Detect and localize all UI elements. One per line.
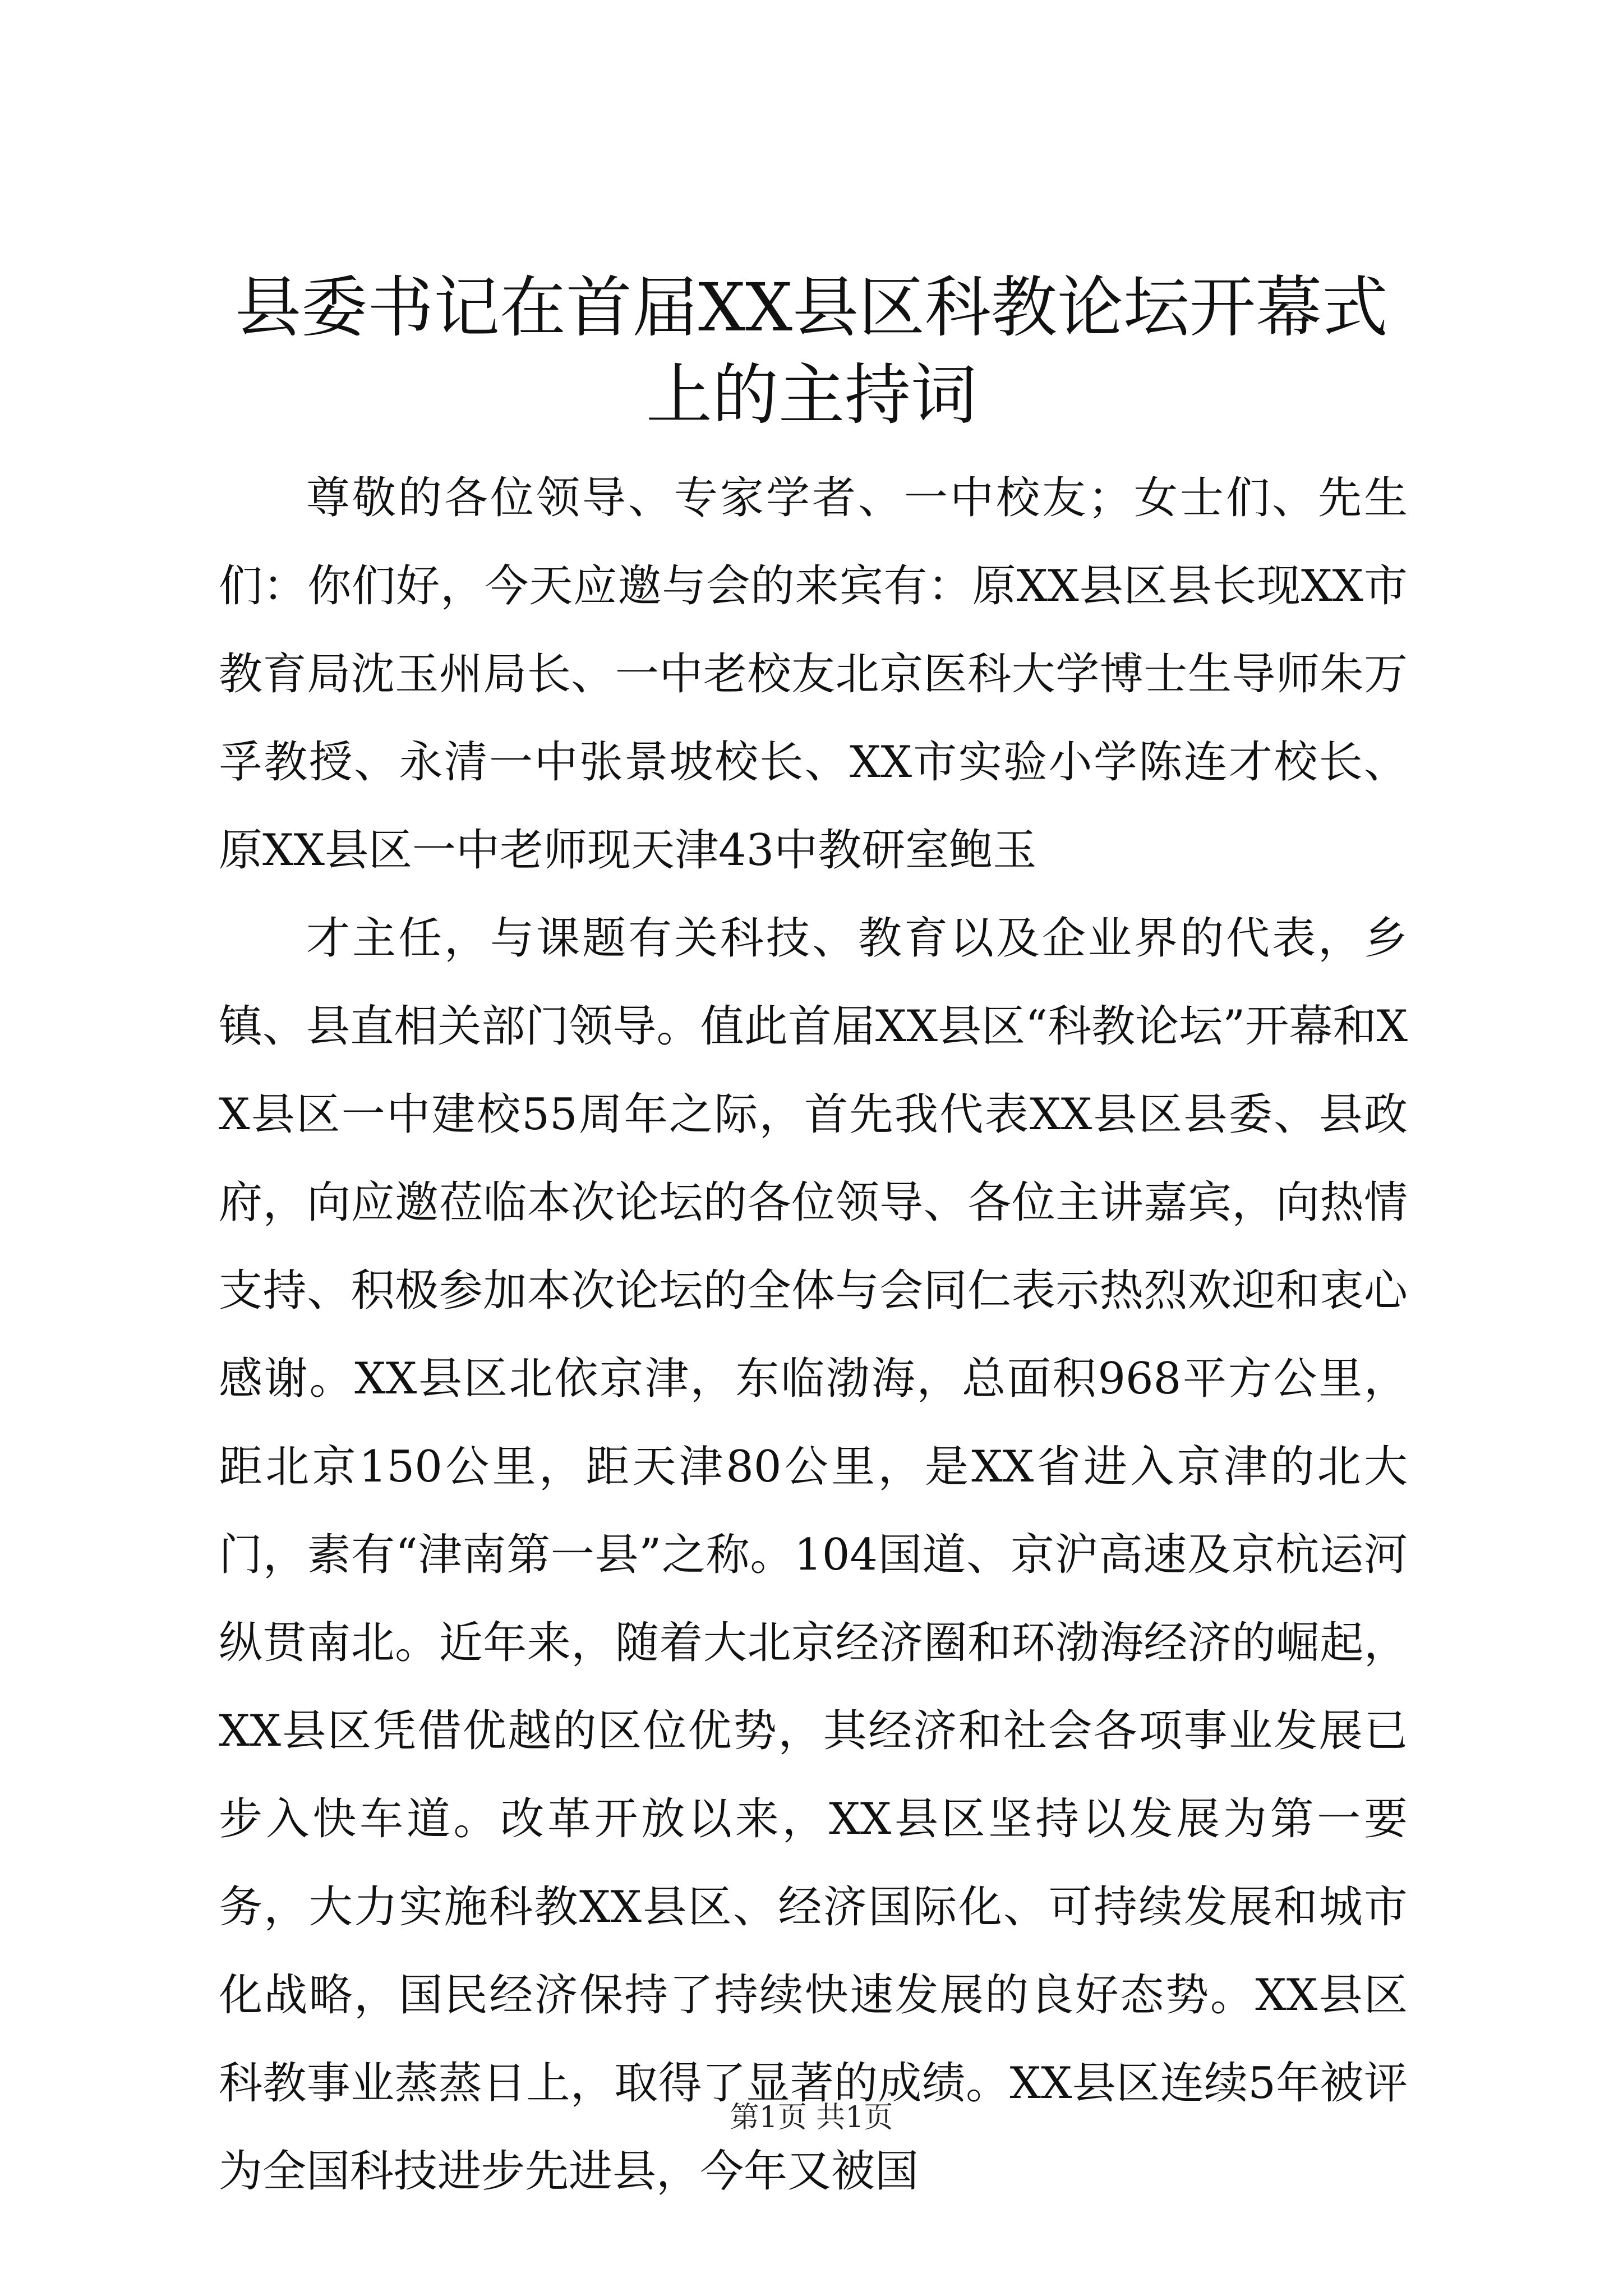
body-paragraph-1: 尊敬的各位领导、专家学者、一中校友；女士们、先生们：你们好，今天应邀与会的来宾有：原XX县区县长现XX市教育局沈玉州局长、一中老校友北京医科大学博士生导师朱万孚教授、永清一中张景坡校长、XX市实验小学陈连才校长、原XX县区一中老师现天津43中教研室鲍玉 [219,473,1408,876]
document-title: 县委书记在首届XX县区科教论坛开幕式上的主持词 [234,269,1388,434]
page-footer: 第1页 共1页 [730,2101,893,2134]
document-body [219,454,1408,2216]
body-paragraph-2: 才主任，与课题有关科技、教育以及企业界的代表，乡镇、县直相关部门领导。值此首届XX县区“科教论坛”开幕和XX县区一中建校55周年之际，首先我代表XX县区县委、县政府，向应邀莅临本次论坛的各位领导、各位主讲嘉宾，向热情支持、积极参加本次论坛的全体与会同仁表示热烈欢迎和衷心感谢。XX县区北依京津，东临渤海，总面积968平方公里，距北京150公里，距天津80公里，是XX省进入京津的北大门，素有“津南第一县”之称。104国道、京沪高速及京杭运河纵贯南北。近年来，随着大北京经济圈和环渤海经济的崛起，XX县区凭借优越的区位优势，其经济和社会各项事业发展已步入快车道。改革开放以来，XX县区坚持以发展为第一要务，大力实施科教XX县区、经济国际化、可持续发展和城市化战略，国民经济保持了持续快速发展的良好态势。XX县区科教事业蒸蒸日上，取得了显著的成绩。XX县区连续5年被评为全国科技进步先进县，今年又被国 [219,913,1408,2197]
